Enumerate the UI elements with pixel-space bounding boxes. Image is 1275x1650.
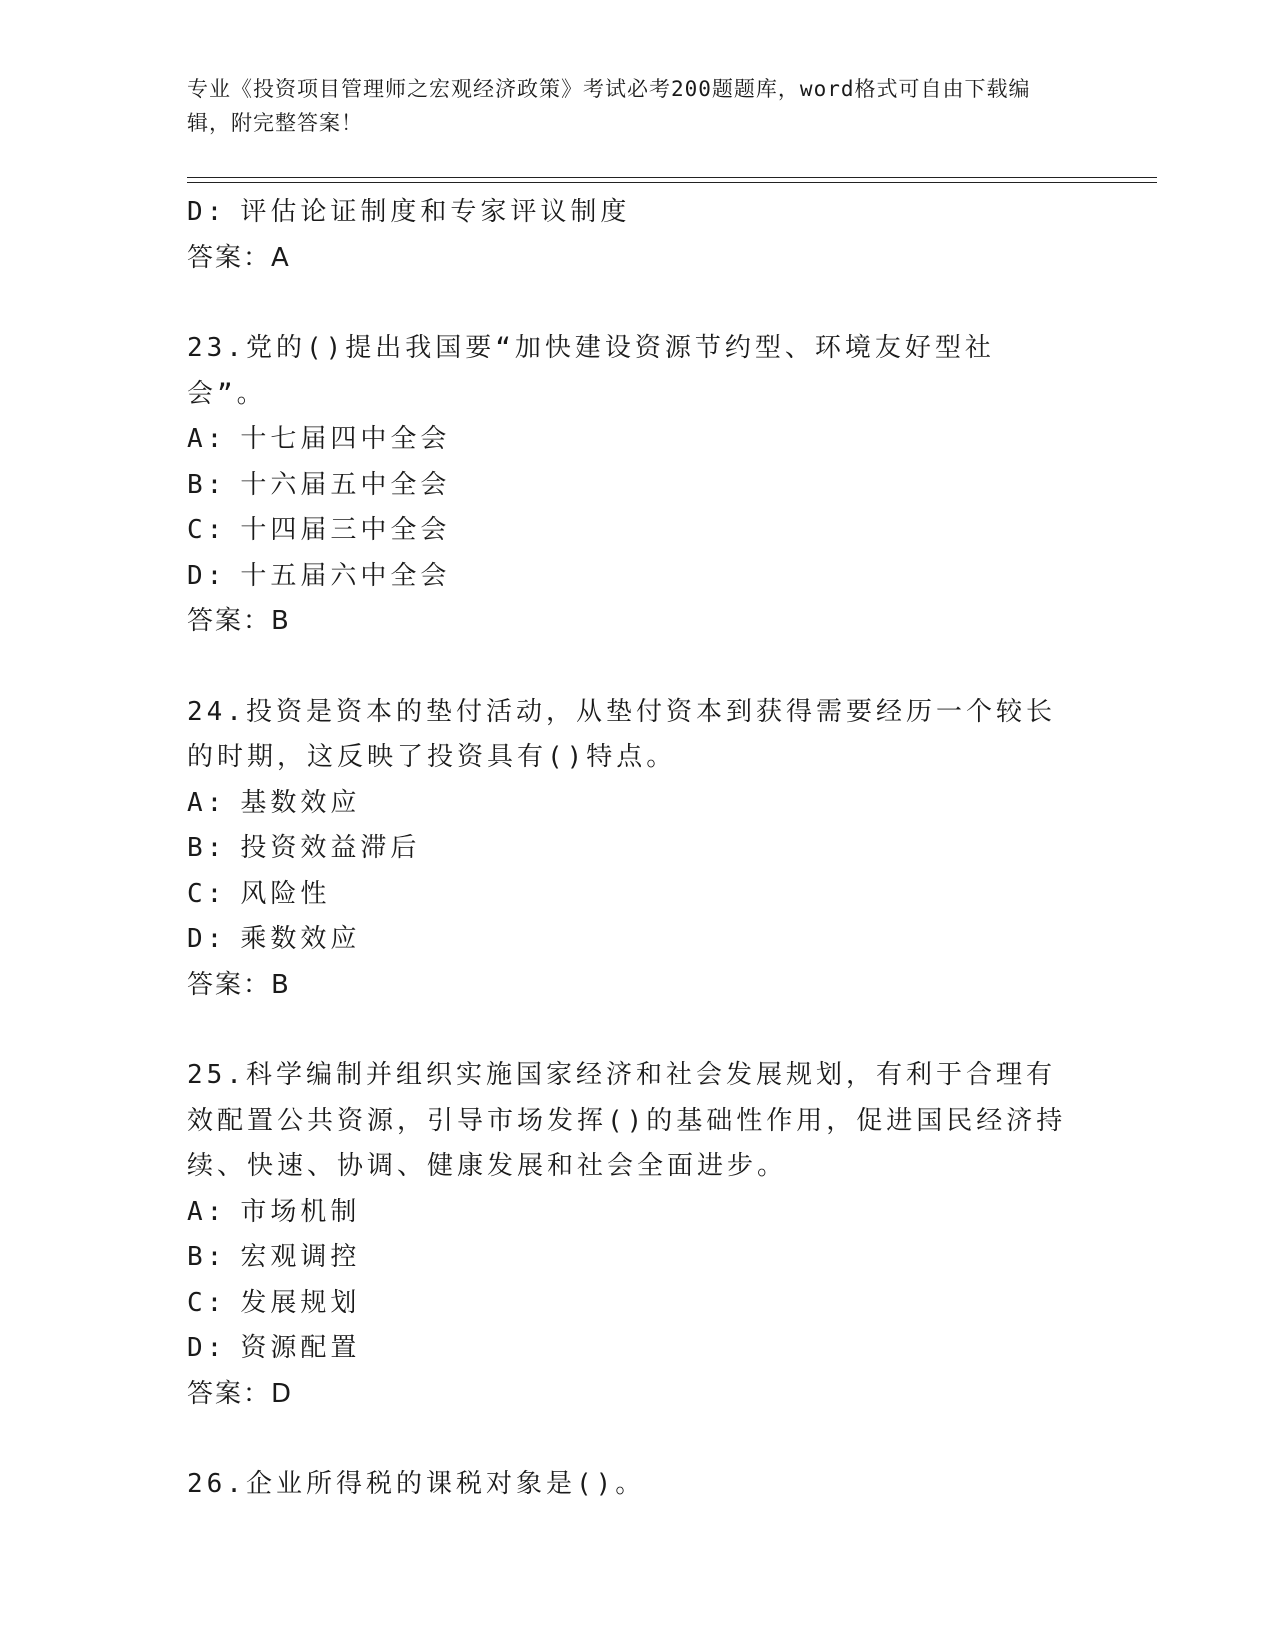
question-stem: 26.企业所得税的课税对象是()。: [187, 1469, 646, 1499]
option-text: 风险性: [240, 878, 331, 909]
option-a: [187, 1190, 1087, 1236]
page-header: 专业《投资项目管理师之宏观经济政策》考试必考200题题库，word格式可自由下载编辑，附完整答案！: [187, 77, 1031, 135]
option-c: [187, 1281, 1087, 1327]
option-d: [187, 917, 1087, 963]
question-24: [187, 690, 1087, 1009]
option-label: B:: [187, 1242, 227, 1272]
question-stem: 25.科学编制并组织实施国家经济和社会发展规划，有利于合理有效配置公共资源，引导市场发挥()的基础性作用，促进国民经济持续、快速、协调、健康发展和社会全面进步。: [187, 1060, 1067, 1181]
option-text: 基数效应: [240, 787, 361, 818]
option-b: [187, 1235, 1087, 1281]
question-stem: 24.投资是资本的垫付活动，从垫付资本到获得需要经历一个较长的时期，这反映了投资具有()特点。: [187, 696, 1056, 772]
option-label: B:: [187, 833, 227, 863]
option-label: A:: [187, 424, 227, 454]
option-text: 十七届四中全会: [240, 424, 451, 454]
option-text: 十五届六中全会: [240, 560, 451, 591]
option-text: 十四届三中全会: [240, 515, 451, 545]
option-c: [187, 508, 1087, 554]
option-a: [187, 417, 1087, 463]
answer: 答案：B: [187, 606, 291, 636]
option-d: [187, 1326, 1087, 1372]
option-label: A:: [187, 1196, 227, 1227]
option-label: C:: [187, 515, 227, 545]
option-c: [187, 872, 1087, 918]
option-text: 发展规划: [240, 1287, 361, 1318]
option-label: C:: [187, 1287, 227, 1318]
option-label: B:: [187, 469, 227, 500]
option-label: D:: [187, 560, 227, 591]
option-label: D:: [187, 1333, 227, 1363]
question-25: [187, 1053, 1087, 1417]
option-a: [187, 781, 1087, 827]
answer: 答案：B: [187, 969, 291, 1000]
option-text: 投资效益滞后: [240, 833, 421, 863]
option-text: 宏观调控: [240, 1242, 361, 1272]
option-text: 资源配置: [240, 1333, 361, 1363]
option-b: [187, 463, 1087, 509]
question-26: [187, 1462, 1087, 1508]
option-label: A:: [187, 787, 227, 818]
header-divider-bottom: [187, 182, 1157, 183]
option-text: 十六届五中全会: [240, 469, 451, 500]
question-23: [187, 326, 1087, 645]
option-label: C:: [187, 878, 227, 909]
option-label: D:: [187, 924, 227, 954]
option-b: [187, 826, 1087, 872]
option-d: [187, 190, 1087, 236]
option-label: D:: [187, 197, 227, 227]
option-d: [187, 554, 1087, 600]
option-text: 评估论证制度和专家评议制度: [240, 197, 631, 227]
header-divider-top: [187, 177, 1157, 178]
question-list: [187, 190, 1087, 1508]
question-stem: 23.党的()提出我国要“加快建设资源节约型、环境友好型社会”。: [187, 333, 995, 409]
answer: 答案：A: [187, 242, 291, 273]
option-text: 市场机制: [240, 1196, 361, 1227]
option-text: 乘数效应: [240, 924, 361, 954]
answer: 答案：D: [187, 1378, 294, 1409]
